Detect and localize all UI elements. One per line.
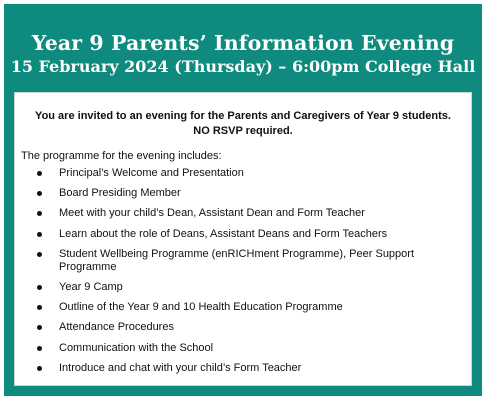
programme-item-text: Student Wellbeing Programme (enRICHment Programme), Peer Support Programme: [59, 247, 415, 273]
programme-item: [15, 321, 471, 334]
programme-item-text: Learn about the role of Deans, Assistant Deans and Form Teachers: [59, 227, 388, 240]
bullet-icon: [37, 305, 42, 310]
programme-intro: The programme for the evening includes:: [21, 150, 222, 162]
programme-item: [15, 167, 471, 180]
bullet-icon: [37, 252, 42, 257]
notice-header: [4, 4, 482, 92]
bullet-icon: [37, 232, 42, 237]
bullet-icon: [37, 171, 42, 176]
bullet-icon: [37, 325, 42, 330]
notice-subtitle: 15 February 2024 (Thursday) – 6:00pm College Hall: [10, 57, 476, 76]
bullet-icon: [37, 366, 42, 371]
notice-title: Year 9 Parents’ Information Evening: [31, 31, 455, 55]
programme-item: [15, 207, 471, 220]
notice-body: [14, 92, 472, 386]
bullet-icon: [37, 211, 42, 216]
programme-item-text: Year 9 Camp: [59, 280, 123, 293]
bullet-icon: [37, 285, 42, 290]
rsvp-note: NO RSVP required.: [193, 125, 293, 137]
programme-item: [15, 228, 471, 241]
programme-item: [15, 187, 471, 200]
programme-list: [15, 167, 471, 382]
programme-item: [15, 301, 471, 314]
programme-item-text: Principal’s Welcome and Presentation: [59, 167, 244, 179]
programme-item: [15, 342, 471, 355]
programme-item: [15, 281, 471, 294]
programme-item-text: Outline of the Year 9 and 10 Health Education Programme: [59, 301, 343, 314]
programme-item-text: Communication with the School: [59, 341, 214, 354]
programme-item-text: Meet with your child’s Dean, Assistant Dean and Form Teacher: [59, 207, 365, 220]
notice-frame: [4, 4, 482, 396]
invitation-line: You are invited to an evening for the Parents and Caregivers of Year 9 students.: [35, 110, 451, 122]
programme-item-text: Attendance Procedures: [59, 321, 174, 334]
programme-item: [15, 248, 471, 274]
programme-item: [15, 362, 471, 375]
programme-item-text: Board Presiding Member: [59, 187, 181, 200]
bullet-icon: [37, 346, 42, 351]
invitation-text: [15, 109, 471, 139]
bullet-icon: [37, 191, 42, 196]
programme-item-text: Introduce and chat with your child’s Form Teacher: [59, 361, 302, 374]
